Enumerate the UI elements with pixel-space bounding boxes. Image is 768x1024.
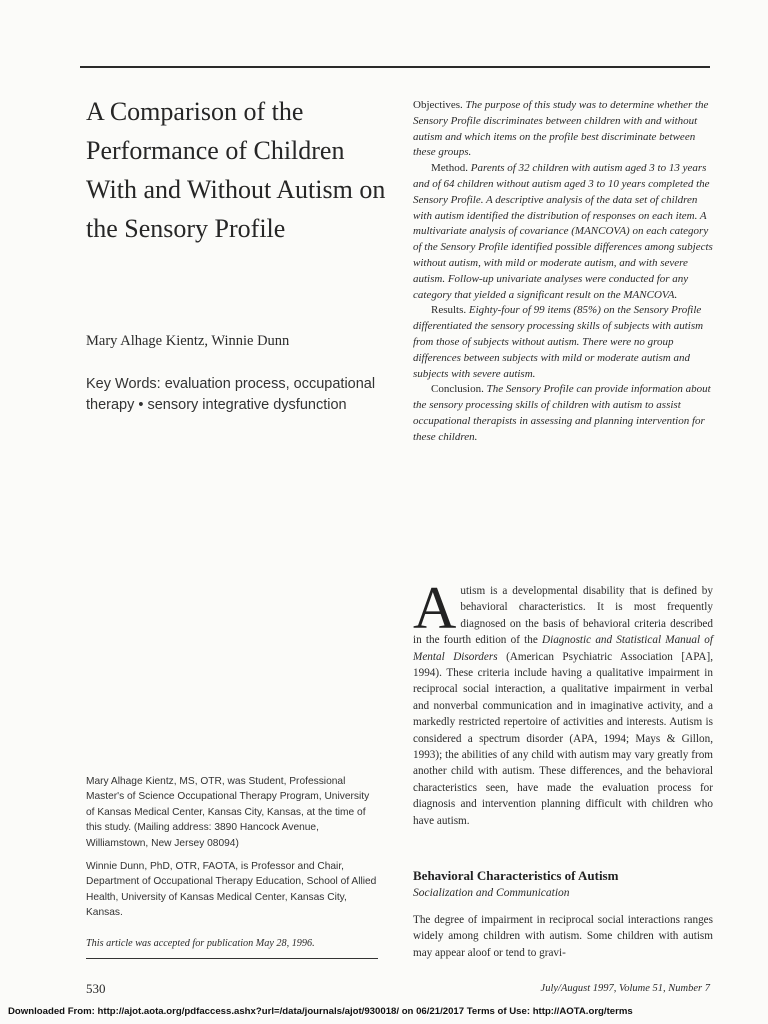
objectives-text: The purpose of this study was to determine whether the Sensory Profile discriminates between children with and without autism and which items on the profile best discriminate between these groups. [413,99,709,159]
body-text-a: utism is a developmental disability that is defined by behavioral characteristics. It is most frequently diagnosed on the basis of behavioral criteria described in the fourth edition of the [413,585,713,647]
author-note-1: Mary Alhage Kientz, MS, OTR, was Student, Professional Master's of Science Occupational Therapy Program, University of Kansas Medical Center, Kansas City, Kansas, at the time of this study. (Mailing address: 3890 Hancock Avenue, Williamstown, New Jersey 08094) [86,776,370,849]
body-text-b: (American Psychiatric Association [APA], 1994). These criteria include having a qualitative impairment in reciprocal social interaction, a qualitative impairment in verbal and nonverbal communication and in imaginative activity, and a markedly restricted repertoire of activities and interests. Autism is considered a spectrum disorder (APA, 1994; Mays & Gillon, 1993); the abilities of any child with autism may vary greatly from another child with autism. These differences, and the behavioral characteristics seen, have made the evaluation process for diagnosis and intervention planning difficult with children who have autism. [413,650,713,827]
article-authors: Mary Alhage Kientz, Winnie Dunn [86,333,290,349]
page-number: 530 [86,981,106,996]
abstract-method [413,161,713,303]
article-title: A Comparison of the Performance of Children With and Without Autism on the Sensory Profile [86,97,386,243]
top-rule [80,66,710,68]
abstract [413,98,713,446]
section-heading: Behavioral Characteristics of Autism [413,868,619,883]
conclusion-text: The Sensory Profile can provide information about the sensory processing skills of children with autism to assist occupational therapists in assessing and planning intervention for these children. [413,383,711,443]
author-notes [86,774,378,929]
conclusion-label: Conclusion. [431,383,484,396]
method-label: Method. [431,162,468,175]
notes-rule [86,958,378,959]
objectives-label: Objectives. [413,99,463,111]
article-keywords: Key Words: evaluation process, occupational therapy • sensory integrative dysfunction [86,376,376,413]
body-paragraph-1 [413,575,713,829]
drop-cap: A [413,575,457,641]
abstract-results [413,303,713,382]
abstract-objectives [413,98,713,161]
abstract-conclusion [413,382,713,445]
author-note-2: Winnie Dunn, PhD, OTR, FAOTA, is Professor and Chair, Department of Occupational Therapy Education, School of Allied Health, University of Kansas Medical Center, Kansas City, Kansas. [86,861,377,919]
issue-info: July/August 1997, Volume 51, Number 7 [540,983,710,994]
sub-heading: Socialization and Communication [413,887,570,899]
results-label: Results. [431,304,467,317]
body-paragraph-2: The degree of impairment in reciprocal social interactions ranges widely among children with autism. Some children with autism may appear aloof or tend to gravi- [413,914,713,959]
method-text: Parents of 32 children with autism aged 3 to 13 years and of 64 children without autism aged 3 to 10 years completed the Sensory Profile. A descriptive analysis of the data set of children with autism identified the distribution of responses on each item. A multivariate analysis of covariance (MANCOVA) on each category of the Sensory Profile identified possible differences among subjects without autism, with mild or moderate autism, and with severe autism. Follow-up univariate analyses were conducted for any category that yielded a significant result on the MANCOVA. [413,162,713,301]
dsm-title: Diagnostic and Statistical Manual of Mental Disorders [413,634,713,663]
title-block [86,92,386,248]
accepted-note: This article was accepted for publication May 28, 1996. [86,938,315,949]
results-text: Eighty-four of 99 items (85%) on the Sensory Profile differentiated the sensory processing skills of subjects with autism from those of subjects without autism. There were no group differences between subjects with mild or moderate autism and subjects with severe autism. [413,304,704,380]
download-line: Downloaded From: http://ajot.aota.org/pdfaccess.ashx?url=/data/journals/ajot/930018/ on 06/21/2017 Terms of Use: http://AOTA.org/terms [8,1006,633,1017]
